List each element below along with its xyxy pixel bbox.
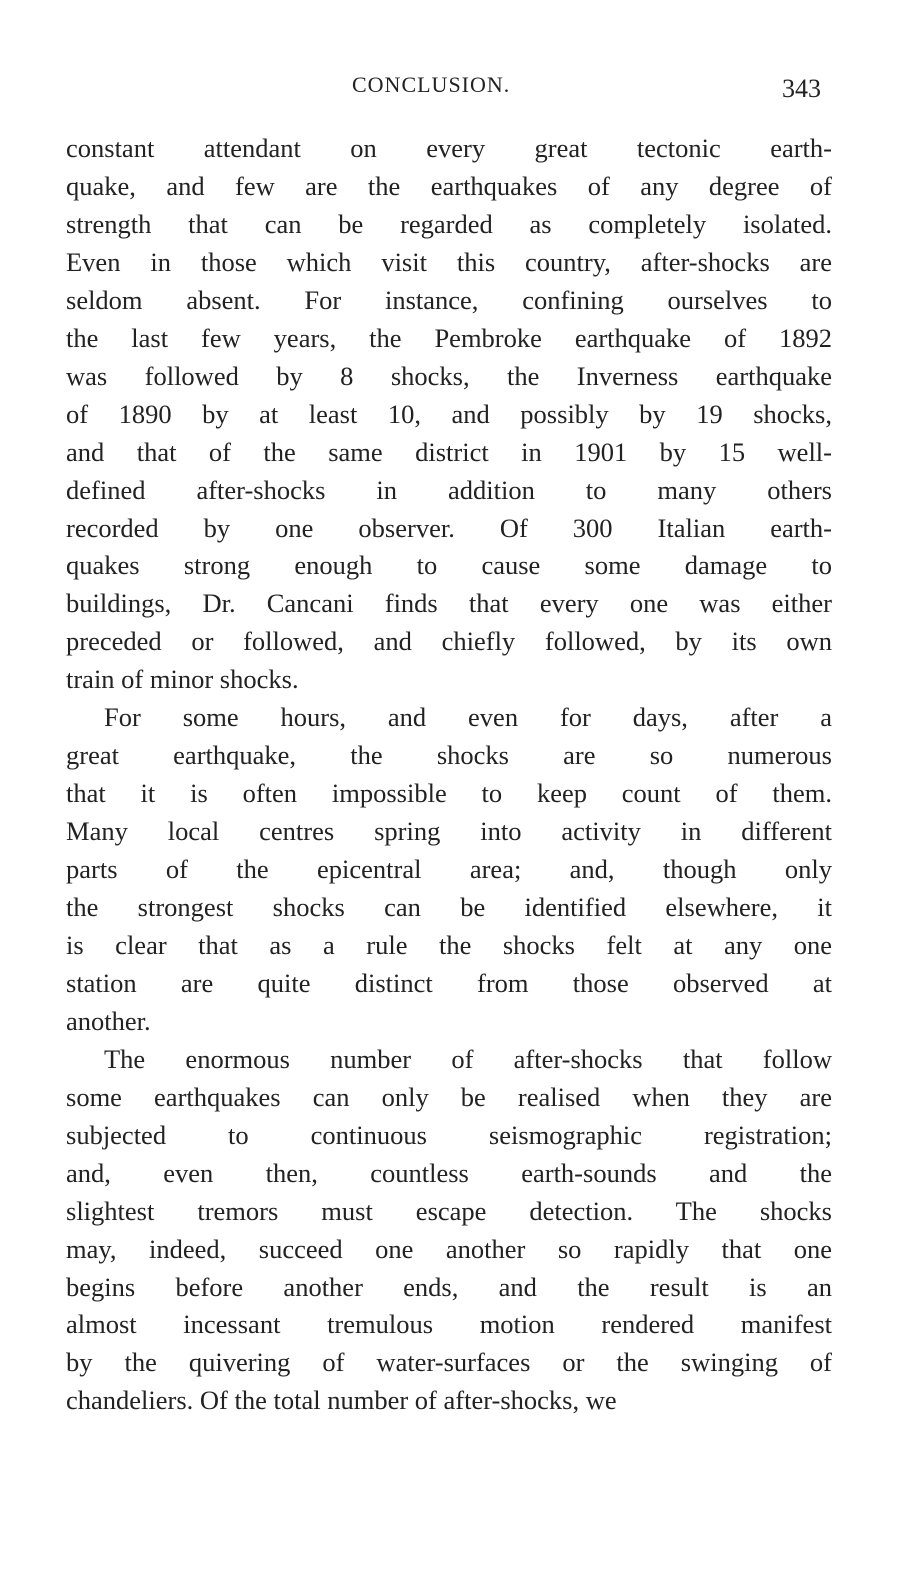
text-line: by the quivering of water-surfaces or the swinging of [66,1347,832,1378]
text-line: buildings, Dr. Cancani finds that every one was either [66,588,832,619]
text-line: quakes strong enough to cause some damage to [66,550,832,581]
text-line: quake, and few are the earthquakes of any degree of [66,170,832,201]
text-line: chandeliers. Of the total number of after-shocks, we [66,1385,617,1416]
text-line: For some hours, and even for days, after a [104,702,832,733]
text-line: the strongest shocks can be identified elsewhere, it [66,892,832,922]
text-line: parts of the epicentral area; and, though only [66,854,832,885]
text-line: subjected to continuous seismographic registration; [66,1119,832,1150]
text-line: preceded or followed, and chiefly followed, by its own [66,626,832,657]
text-line: train of minor shocks. [66,664,299,695]
text-line: Even in those which visit this country, after-shocks are [66,246,832,277]
text-line: almost incessant tremulous motion rendered manifest [66,1309,832,1340]
text-line: begins before another ends, and the result is an [66,1271,832,1302]
text-line: Many local centres spring into activity in different [66,816,832,847]
text-line: may, indeed, succeed one another so rapidly that one [66,1233,832,1264]
running-head: CONCLUSION. [352,72,511,97]
text-line: The enormous number of after-shocks that follow [104,1043,832,1074]
text-line: and that of the same district in 1901 by 15 well- [66,436,832,467]
text-line: is clear that as a rule the shocks felt at any one [66,929,832,960]
text-line: some earthquakes can only be realised when they are [66,1081,832,1112]
text-line: slightest tremors must escape detection. The shocks [66,1195,832,1226]
text-line: strength that can be regarded as completely isolated. [66,208,832,239]
text-line: constant attendant on every great tectonic earth- [66,133,832,163]
text-line: of 1890 by at least 10, and possibly by 19 shocks, [66,398,832,429]
text-line: the last few years, the Pembroke earthquake of 1892 [66,322,832,353]
text-line: was followed by 8 shocks, the Inverness earthquake [66,360,832,391]
text-line: defined after-shocks in addition to many others [66,474,832,505]
text-line: and, even then, countless earth-sounds and the [66,1157,832,1188]
text-line: recorded by one observer. Of 300 Italian earth- [66,512,832,543]
text-line: another. [66,1005,151,1036]
page-number: 343 [782,74,821,103]
text-line: station are quite distinct from those observed at [66,967,832,998]
text-line: that it is often impossible to keep count of them. [66,778,832,809]
text-line: great earthquake, the shocks are so numerous [66,740,832,771]
text-line: seldom absent. For instance, confining ourselves to [66,284,832,315]
